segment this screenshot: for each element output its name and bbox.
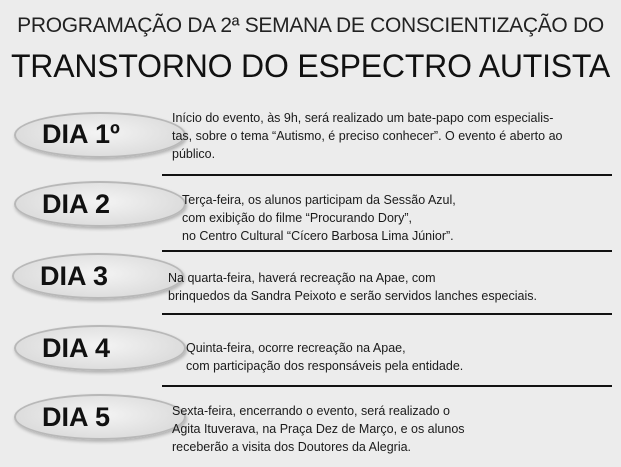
day-4-line-1: Quinta-feira, ocorre recreação na Apae, — [186, 341, 406, 355]
day-2-line-3: no Centro Cultural “Cícero Barbosa Lima Júnior”. — [182, 229, 454, 243]
day-1-line-1: Início do evento, às 9h, será realizado um bate-papo com especialis- — [172, 111, 554, 125]
day-2-line-2: com exibição do filme “Procurando Dory”, — [182, 211, 412, 225]
day-3-line-1: Na quarta-feira, haverá recreação na Apae, com — [168, 271, 436, 285]
day-5-line-1: Sexta-feira, encerrando o evento, será realizado o — [172, 404, 450, 418]
day-4-line-2: com participação dos responsáveis pela entidade. — [186, 359, 464, 373]
day-3-label: DIA 3 — [40, 261, 109, 291]
day-1-description — [172, 109, 562, 163]
day-4-label: DIA 4 — [42, 333, 111, 363]
day-5-line-3: receberão a visita dos Doutores da Alegria. — [172, 440, 412, 454]
divider-2 — [162, 250, 612, 252]
day-5-line-2: Agita Ituverava, na Praça Dez de Março, e os alunos — [172, 422, 465, 436]
divider-3 — [162, 313, 612, 315]
day-4-description — [186, 339, 463, 375]
day-1-label: DIA 1º — [42, 119, 120, 149]
page-title-line-1: PROGRAMAÇÃO DA 2ª SEMANA DE CONSCIENTIZAÇÃO DO — [17, 14, 604, 37]
day-1-line-3: público. — [172, 147, 216, 161]
day-2-label: DIA 2 — [42, 189, 111, 219]
divider-1 — [162, 174, 612, 176]
day-1-line-2: tas, sobre o tema “Autismo, é preciso conhecer”. O evento é aberto ao — [172, 129, 563, 143]
day-3-line-2: brinquedos da Sandra Peixoto e serão servidos lanches especiais. — [168, 289, 537, 303]
divider-4 — [162, 385, 612, 387]
page-title-line-2: TRANSTORNO DO ESPECTRO AUTISTA — [10, 48, 611, 84]
day-5-label: DIA 5 — [42, 402, 111, 432]
day-2-line-1: Terça-feira, os alunos participam da Sessão Azul, — [182, 193, 456, 207]
day-2-description — [182, 191, 456, 245]
day-3-description — [168, 269, 537, 305]
day-5-description — [172, 402, 465, 456]
